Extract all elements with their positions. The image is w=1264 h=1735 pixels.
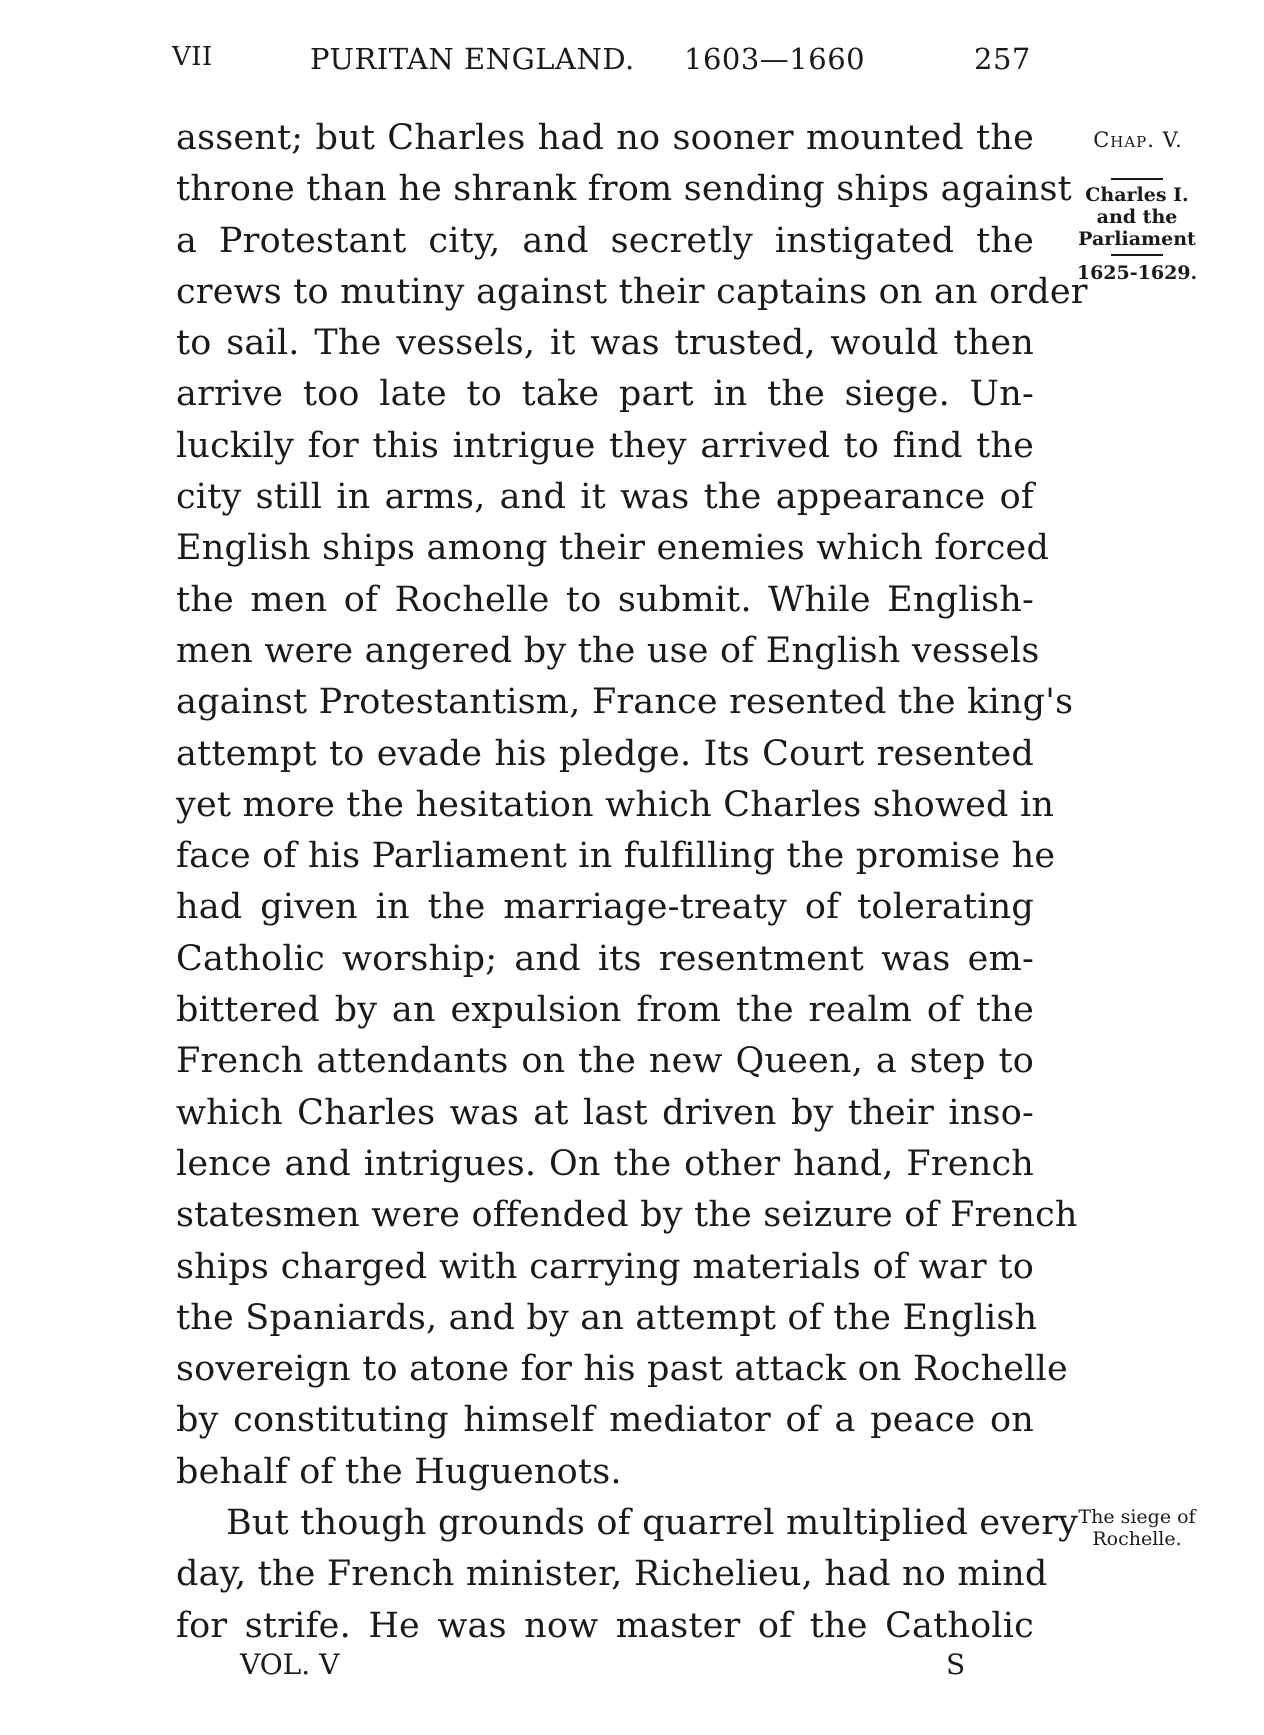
page-number: 257 [974,42,1031,76]
text-line: men were angered by the use of English vessels [176,630,1040,671]
footer-signature: S [946,1648,966,1681]
text-line: the men of Rochelle to submit. While English- [176,579,1034,620]
text-line: assent; but Charles had no sooner mounted the [176,118,1034,158]
text-line: bittered by an expulsion from the realm of the [176,990,1034,1031]
text-line: attempt to evade his pledge. Its Court resented [176,733,1034,774]
sidenote-rule [1111,254,1163,256]
body-text [176,113,1088,1652]
text-line: statesmen were offended by the seizure of French [176,1195,1078,1236]
text-line: throne than he shrank from sending ships against [176,169,1072,210]
sidenote-chapter: Chap. V. [1093,128,1183,152]
text-line: which Charles was at last driven by their inso- [176,1092,1034,1133]
text-line: by constituting himself mediator of a peace on [176,1400,1034,1441]
text-line: city still in arms, and it was the appearance of [176,477,1034,518]
text-line: for strife. He was now master of the Catholic [176,1605,1034,1646]
sidenote-section-line2: and the [1096,206,1178,228]
sidenote-section-line1: Charles I. [1085,184,1189,206]
text-line: a Protestant city, and secretly instigated the [176,220,1034,261]
running-head-dates: 1603—1660 [684,42,866,76]
text-line: lence and intrigues. On the other hand, French [176,1143,1034,1184]
text-line: the Spaniards, and by an attempt of the English [176,1297,1038,1338]
footer-volume: VOL. V [240,1648,340,1681]
sidenote-rule [1111,178,1163,180]
text-line: against Protestantism, France resented the king's [176,682,1074,723]
sidenote-siege-line2: Rochelle. [1092,1528,1182,1550]
text-line: face of his Parliament in fulfilling the promise he [176,836,1056,877]
text-line: ships charged with carrying materials of war to [176,1246,1034,1287]
text-line: But though grounds of quarrel multiplied every [226,1503,1079,1544]
sidenote-section-dates: 1625-1629. [1076,262,1198,284]
text-line: day, the French minister, Richelieu, had no mind [176,1554,1048,1595]
page-footer [240,1648,1000,1688]
text-line: to sail. The vessels, it was trusted, would then [176,323,1034,364]
text-line: sovereign to atone for his past attack on Rochelle [176,1349,1068,1390]
text-line: yet more the hesitation which Charles showed in [176,784,1055,825]
sidenote-section-line3: Parliament [1078,228,1196,250]
text-line: English ships among their enemies which forced [176,528,1050,569]
text-line: French attendants on the new Queen, a step to [176,1041,1034,1082]
running-head-chapter: VII [172,42,213,72]
text-line: had given in the marriage-treaty of tolerating [176,887,1034,928]
running-head-title: PURITAN ENGLAND. [310,42,635,76]
text-line: luckily for this intrigue they arrived to find the [176,425,1034,466]
running-head [172,42,1032,82]
sidenote-section [1052,178,1222,284]
text-line: arrive too late to take part in the siege. Un- [176,374,1034,415]
text-line: crews to mutiny against their captains on an order [176,271,1088,312]
sidenote-siege-line1: The siege of [1078,1506,1196,1528]
text-line: behalf of the Huguenots. [176,1451,622,1492]
text-line: Catholic worship; and its resentment was em- [176,938,1034,979]
